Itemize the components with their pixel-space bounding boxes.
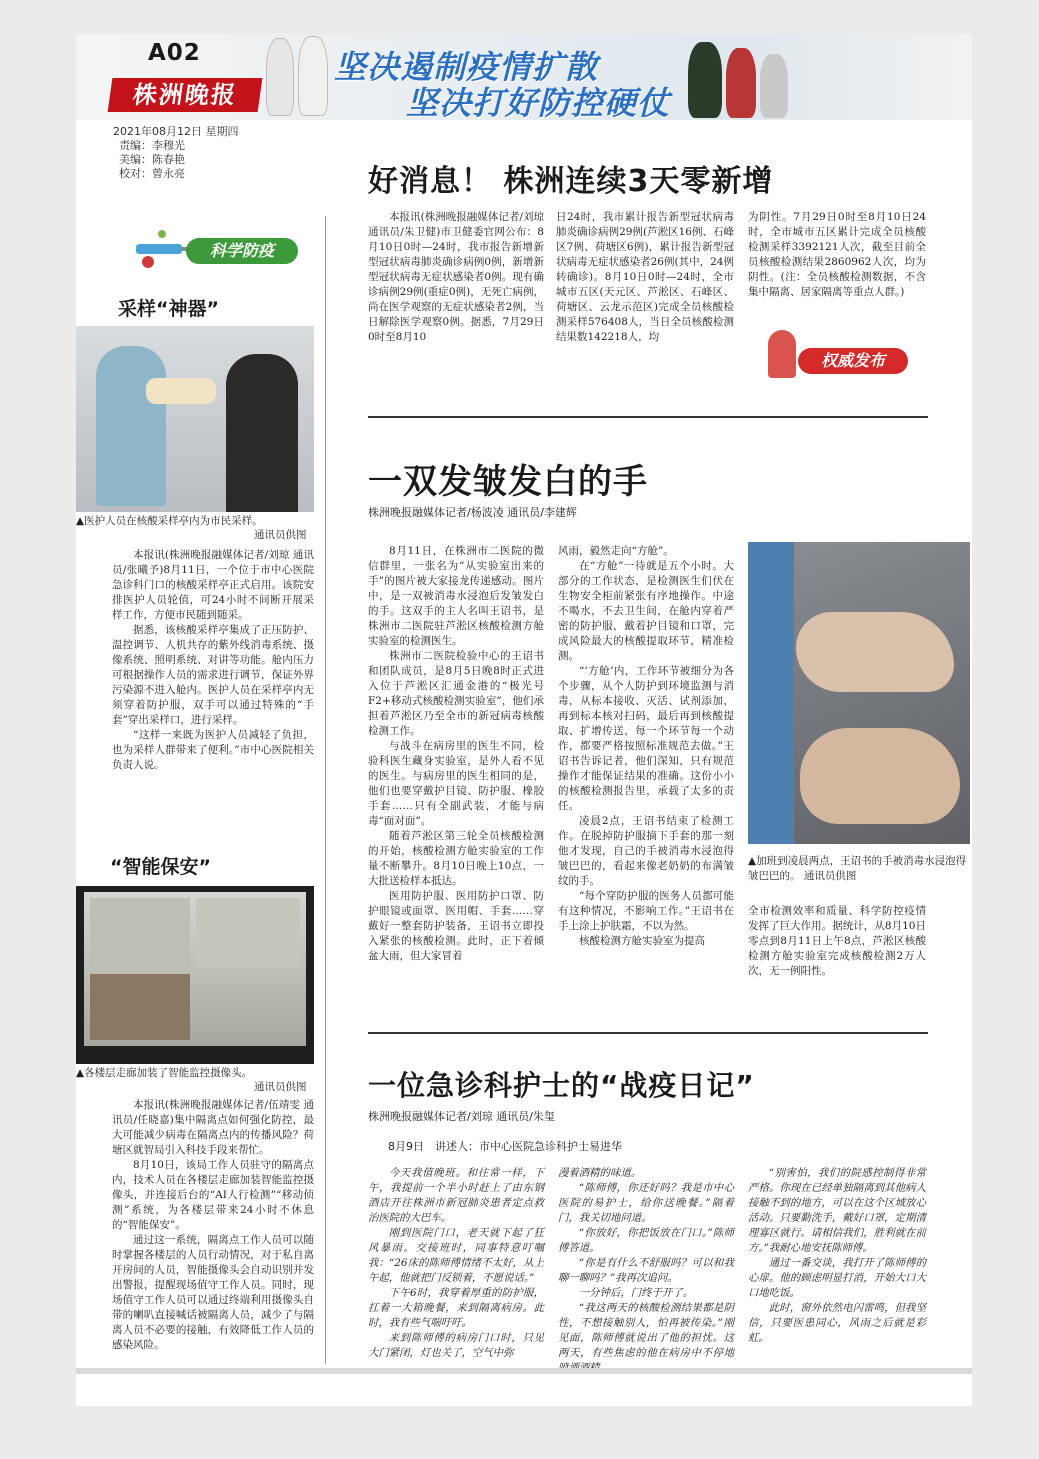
article3-column <box>558 1166 734 1360</box>
paragraph: 在“方舱”一待就是五个小时。大部分的工作状态，是检测医生们伏在生物安全柜前紧张有序地操作。中途不喝水，不去卫生间，在舱内穿着严密的防护服，戴着护目镜和口罩，完成风险最大的核酸提取环节，精准检测。 <box>558 560 734 662</box>
protective-suit-sleeve <box>748 542 794 844</box>
paragraph: 一分钟后，门终于开了。 <box>578 1287 694 1299</box>
section-rule <box>368 416 928 418</box>
article3-column <box>368 1166 544 1360</box>
paragraph: “陈师傅，你还好吗？我是市中心医院的易护士，给你送晚餐。”隔着门，我关切地问道。 <box>558 1182 734 1224</box>
page-number: A02 <box>148 40 201 66</box>
article3-headline: 一位急诊科护士的“战疫日记” <box>368 1069 755 1102</box>
article3-column <box>748 1166 926 1360</box>
article2-headline: 一双发皱发白的手 <box>368 462 648 502</box>
article2-photo-caption: ▲加班到凌晨两点，王诏书的手被消毒水浸泡得皱巴巴的。 通讯员供图 <box>748 855 967 882</box>
issue-meta <box>113 125 239 181</box>
authoritative-release-badge <box>760 326 920 382</box>
sidebar1-photo-caption: ▲医护人员在核酸采样亭内为市民采样。 <box>76 515 263 527</box>
anchor-illustration <box>768 330 796 378</box>
paragraph: “每个穿防护服的医务人员都可能有这种情况，不影响工作。”王诏书在手上涂上护肤霜，不以为然。 <box>558 890 734 932</box>
paragraph: 随着芦淞区第三轮全员核酸检测的开始，核酸检测方舱实验室的工作量不断攀升。8月10日晚上10点，一大批送检样本抵达。 <box>368 830 544 887</box>
paragraph: 与战斗在病房里的医生不同，检验科医生藏身实验室，是外人看不见的医生。与病房里的医生相同的是，他们也要穿戴护目镜、防护服、橡胶手套……只有全副武装，才能与病毒“面对面”。 <box>368 740 544 827</box>
sidebar2-title: “智能保安” <box>110 856 211 878</box>
police-officer-illustration <box>688 42 722 118</box>
banner-slogan-line2: 坚决打好防控硬仗 <box>406 84 671 122</box>
medical-worker-illustration <box>298 36 328 116</box>
editor-credit: 责编：李穆光 <box>119 139 185 152</box>
paragraph: 刚到医院门口，老天就下起了狂风暴雨。交接班时，同事特意叮嘱我：“26床的陈师傅情绪不太好，从上午起，他就把门反锁着，不愿说话。” <box>368 1227 544 1284</box>
paragraph: 通过这一系统，隔离点工作人员可以随时掌握各楼层的人员行动情况，对于私自离开房间的人员，智能摄像头会自动识别并发出警报，提醒现场值守工作人员。同时，现场值守工作人员可以通过终端利用摄像头自带的喇叭直接喊话被隔离人员，减少了与隔离人员不必要的接触，有效降低工作人员的感染风险。 <box>112 1234 314 1351</box>
issue-date: 2021年08月12日 星期四 <box>113 125 239 138</box>
masthead-banner <box>76 34 972 120</box>
sidebar2-photo-credit: 通讯员供图 <box>254 1081 307 1093</box>
article2-column: 全市检测效率和质量、科学防控疫情发挥了巨大作用。据统计，从8月10日零点到8月11日上午8点，芦淞区核酸检测方舱实验室完成核酸检测2万人次，无一例阳性。 <box>748 905 926 977</box>
volunteer-illustration <box>760 54 788 118</box>
medical-worker-illustration <box>266 38 294 116</box>
designer-credit: 美编：陈春艳 <box>119 153 185 166</box>
article1-column: 日24时，我市累计报告新型冠状病毒肺炎确诊病例29例(芦淞区16例、石峰区7例、荷塘区6例)，累计报告新型冠状病毒无症状感染者26例(其中，24例转确诊)。8月10日0时—24时，全市城市五区(天元区、芦淞区、石峰区、荷塘区、云龙示范区)完成全员核酸检测采样576408人，当日全员核酸检测结果数142218人，均 <box>556 211 734 343</box>
citizen-figure <box>226 354 298 512</box>
section-label: 科学防疫 <box>186 238 298 264</box>
paragraph: 本报讯(株洲晚报融媒体记者/刘琼 通讯员/张曦予)8月11日，一个位于市中心医院急诊科门口的核酸采样亭正式启用。该院安排医护人员轮值，可24小时不间断开展采样工作，方便市民随到随采。 <box>112 549 314 621</box>
monitor-feed-tile <box>90 974 190 1040</box>
paragraph: 今天我值晚班。和往常一样，下午，我提前一个半小时赶上了由东钢酒店开往株洲市新冠肺炎患者定点救治医院的大巴车。 <box>368 1167 544 1224</box>
paragraph: 通过一番交谈，我打开了陈师傅的心扉。他的顾虑明显打消，开始大口大口地吃饭。 <box>748 1257 926 1299</box>
medical-worker-figure <box>96 346 166 506</box>
sampling-booth-photo <box>76 326 314 512</box>
article1-headline: 好消息！ 株洲连续3天零新增 <box>368 164 774 199</box>
paragraph: 医用防护服、医用防护口罩、防护眼镜或面罩、医用帽、手套……穿戴好一整套防护装备，王诏书立即投入紧张的核酸检测。此时，正下着倾盆大雨，但大家冒着 <box>368 890 544 962</box>
paragraph: “我这两天的核酸检测结果都是阴性，不想接触别人，怕再被传染。”刚见面，陈师傅就说出了他的担忧。这两天，有些焦虑的他在病房中不停地 <box>558 1302 734 1359</box>
paragraph: 凌晨2点，王诏书结束了检测工作。在脱掉防护服摘下手套的那一刻他才发现，自己的手被消毒水浸泡得皱巴巴的，看起来像老奶奶的布满皱纹的手。 <box>558 815 734 887</box>
sidebar2-photo-caption: ▲各楼层走廊加装了智能监控摄像头。 <box>76 1067 253 1079</box>
paragraph: 8月10日，该局工作人员驻守的隔离点内，技术人员在各楼层走廊加装智能监控摄像头，并连接后台的“AI人行检测”“移动侦测”系统，为各楼层带来24小时不休息的“智能保安”。 <box>112 1159 314 1231</box>
paragraph: 本报讯(株洲晚报融媒体记者/伍靖雯 通讯员/任晓嘉)集中隔离点如何强化防控，最大可能减少病毒在隔离点内的传播风险？荷塘区就智局引入科技手段来帮忙。 <box>112 1099 314 1156</box>
wrinkled-hands-photo <box>748 542 970 844</box>
paragraph: “别害怕，我们的院感控制得非常严格。你现在已经单独隔离到其他病人接触不到的地方，可以在这个区域放心活动。只要勤洗手，戴好口罩，定期清理寡区就行。请相信我们，胜利就在前方。”我耐心地安抚陈师傅。 <box>748 1167 926 1254</box>
paragraph: “你是有什么不舒服吗？可以和我聊一聊吗？”我再次追问。 <box>558 1257 734 1284</box>
newspaper-logo: 株洲晚报 <box>108 78 263 112</box>
paragraph: 来到陈师傅的病房门口时，只见大门紧闭，灯也关了，空气中弥 <box>368 1332 544 1359</box>
hand-upper <box>796 612 954 692</box>
monitor-feed-tile <box>196 898 300 968</box>
hand-lower <box>800 728 960 824</box>
section-rule <box>368 1032 928 1034</box>
monitor-feed-tile <box>90 898 190 968</box>
sidebar2-article <box>112 1098 314 1362</box>
article2-column <box>558 544 734 1074</box>
proofreader-credit: 校对：曾永亮 <box>119 167 185 180</box>
paragraph: 株洲市二医院检验中心的王诏书和团队成员，是8月5日晚8时正式进入位于芦淞区汇通金港的“极光号F2+移动式核酸检测实验室”，他们承担着芦淞区乃至全市的新冠病毒核酸检测工作。 <box>368 650 544 737</box>
article2-column <box>368 544 544 1074</box>
paragraph: 据悉，该核酸采样亭集成了正压防护、温控调节、人机共存的紫外线消毒系统、摄像系统、照明系统、对讲等功能。舱内压力可根据操作人员的需求进行调节，保证外界污染源不进入舱内。医护人员在采样亭内无须穿着防护服，双手可以通过特殊的“手套”穿出采样口，进行采样。 <box>112 624 314 726</box>
sidebar1-photo-credit: 通讯员供图 <box>254 529 307 541</box>
paragraph: 下午6时，我穿着厚重的防护服，扛着一大箱晚餐，来到隔离病房。此时，我有些气喘吁吁。 <box>368 1287 544 1329</box>
paragraph: 核酸检测方舱实验室为提高 <box>579 935 705 947</box>
paragraph: “这样一来既为医护人员减轻了负担，也为采样人群带来了便利。”市中心医院相关负责人说。 <box>112 729 314 771</box>
paragraph: 8月11日，在株洲市二医院的微信群里，一张名为“从实验室出来的手”的图片被大家接龙传递感动。图片中，是一双被消毒水浸泡后发皱发白的手。这双手的主人名叫王诏书，是株洲市二医院驻芦淞区核酸检测方舱实验室的检测医生。 <box>368 545 544 647</box>
banner-slogan-line1: 坚决遏制疫情扩散 <box>334 48 599 86</box>
column-divider <box>325 216 326 1364</box>
article1-column: 为阴性。7月29日0时至8月10日24时，全市城市五区累计完成全员核酸检测采样3392121人次，截至目前全员核酸检测结果2860962人次，均为阴性。(注：全员核酸检测数据，不含集中隔离、居家隔离等重点人群。) <box>748 211 926 298</box>
footer-bar <box>76 1368 972 1374</box>
paragraph: 风雨，毅然走向“方舱”。 <box>558 545 674 557</box>
article2-byline: 株洲晚报融媒体记者/杨波凌 通讯员/李建辉 <box>368 506 577 519</box>
sidebar1-title: 采样“神器” <box>118 298 219 320</box>
corridor-camera-photo <box>76 886 314 1064</box>
paragraph: 漫着酒精的味道。 <box>558 1167 642 1179</box>
paragraph: “‘方舱’内，工作环节被细分为各个步骤，从个人防护到环境监测与消毒，从标本接收、灭活、试剂添加，再到标本核对扫码，最后再到核酸提取、扩增传送，每一个环节每一个动作，都要严格按照标准规范去做。”王诏书告诉记者，他们深知，只有规范操作才能保证结果的准确。这份小小的核酸检测报告里，承载了太多的责任。 <box>558 665 734 812</box>
booth-glove <box>146 378 216 404</box>
science-prevention-badge <box>128 226 300 272</box>
release-label: 权威发布 <box>798 348 908 374</box>
sidebar1-article <box>112 548 314 848</box>
article1-column: 本报讯(株洲晚报融媒体记者/刘琼 通讯员/朱卫健)市卫健委官网公布：8月10日0时—24时，我市报告新增新型冠状病毒肺炎确诊病例0例，新增新型冠状病毒无症状感染者0例。现有确诊病例29例(重症0例)，无死亡病例，尚在医学观察的无症状感染者2例，当日解除医学观察0例。据悉，7月29日0时至8月10 <box>368 211 544 343</box>
paragraph: 此时，窗外依然电闪雷鸣，但我坚信，只要医患同心，风雨之后就是彩虹。 <box>748 1302 926 1344</box>
article3-byline: 株洲晚报融媒体记者/刘琼 通讯员/朱玺 <box>368 1110 555 1123</box>
article3-lead: 8月9日 讲述人：市中心医院急诊科护士易进华 <box>388 1140 622 1153</box>
newspaper-page <box>76 34 972 1406</box>
paragraph: “你放好，你把饭放在门口。”陈师傅答道。 <box>558 1227 734 1254</box>
volunteer-illustration <box>726 48 756 118</box>
